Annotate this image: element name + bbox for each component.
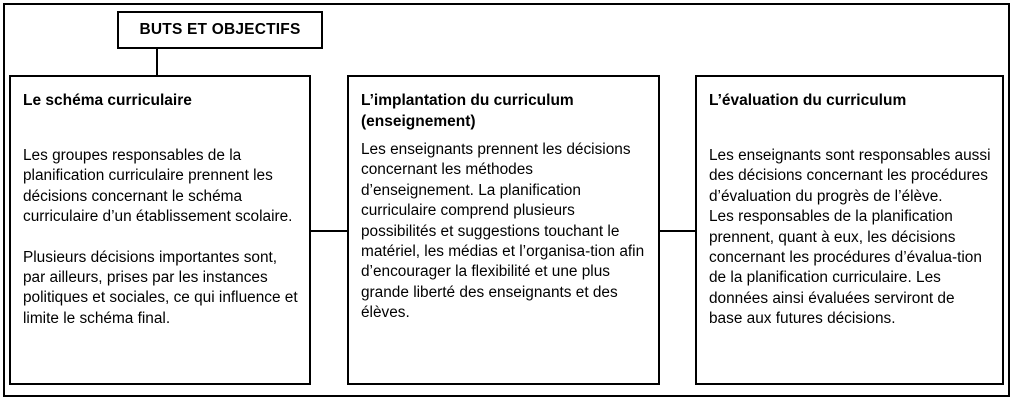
evaluation-title: L’évaluation du curriculum xyxy=(709,92,907,109)
schema-paragraph-1: Les groupes responsables de la planification curriculaire prennent les décisions concernant le schéma curriculaire d’un établissement scolaire. xyxy=(23,147,293,226)
goals-objectives-title: BUTS ET OBJECTIFS xyxy=(139,21,301,38)
schema-title: Le schéma curriculaire xyxy=(23,92,192,109)
goals-objectives-box xyxy=(117,11,323,49)
schema-box xyxy=(9,75,311,385)
evaluation-paragraph-2: Les responsables de la planification prennent, quant à eux, les décisions concernant les procédures d’évalua-tion de la planification curriculaire. Les données ainsi évaluées serviront de base aux futures décisions. xyxy=(709,208,982,328)
evaluation-box xyxy=(695,75,1004,385)
connector-implantation-to-evaluation xyxy=(660,230,695,232)
schema-paragraph-2: Plusieurs décisions importantes sont, par ailleurs, prises par les instances politiques et sociales, ce qui influence et limite le schéma final. xyxy=(23,248,298,327)
connector-schema-to-implantation xyxy=(311,230,347,232)
connector-top-to-schema xyxy=(156,49,158,76)
implantation-paragraph-1: Les enseignants prennent les décisions concernant les méthodes d’enseignement. La planification curriculaire comprend plusieurs possibilités et suggestions touchant le matériel, les médias et l’organisa-tion afin d’encourager la flexibilité et une plus grande liberté des enseignants et des élèves. xyxy=(361,141,645,322)
implantation-title: L’implantation du curriculum (enseignement) xyxy=(361,92,574,130)
implantation-box xyxy=(347,75,660,385)
evaluation-paragraph-1: Les enseignants sont responsables aussi des décisions concernant les procédures d’évaluation du progrès de l’élève. xyxy=(709,147,991,205)
